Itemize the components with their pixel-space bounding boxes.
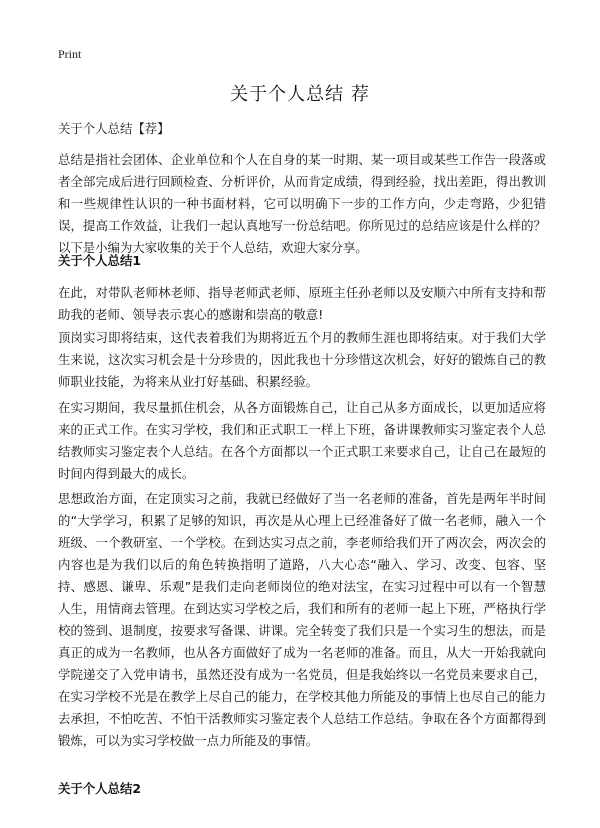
page-title: 关于个人总结 荐	[230, 84, 370, 105]
section-heading-1: 关于个人总结1	[58, 253, 141, 268]
section1-paragraph-3: 在实习期间，我尽量抓住机会，从各方面锻炼自己，让自己从多方面成长，以更加适应将来的正式工作。在实习学校，我们和正式职工一样上下班，备讲课教师实习鉴定表个人总结教师实习鉴定表个人总结。在各个方面都以一个正式职工来要求自己，让自己在最短的时间内得到最大的成长。	[58, 400, 546, 481]
subtitle: 关于个人总结【荐】	[58, 121, 170, 136]
section1-paragraph-1: 在此，对带队老师林老师、指导老师武老师、原班主任孙老师以及安顺六中所有支持和帮助我的老师、领导表示衷心的感谢和崇高的敬意!	[58, 285, 546, 322]
section1-paragraph-2: 顶岗实习即将结束，这代表着我们为期将近五个月的教师生涯也即将结束。对于我们大学生来说，这次实习机会是十分珍贵的，因此我也十分珍惜这次机会，好好的锻炼自己的教师职业技能，为将来从业打好基础、积累经验。	[58, 330, 546, 389]
print-label: Print	[58, 47, 82, 61]
intro-paragraph: 总结是指社会团体、企业单位和个人在自身的某一时期、某一项目或某些工作告一段落或者全部完成后进行回顾检查、分析评价，从而肯定成绩，得到经验，找出差距，得出教训和一些规律性认识的一种书面材料，它可以明确下一步的工作方向，少走弯路，少犯错误，提高工作效益，让我们一起认真地写一份总结吧。你所见过的总结应该是什么样的？以下是小编为大家收集的关于个人总结，欢迎大家分享。	[58, 152, 546, 255]
section-heading-2: 关于个人总结2	[58, 781, 141, 796]
section1-paragraph-4: 思想政治方面，在定顶实习之前，我就已经做好了当一名老师的准备，首先是两年半时间的“大学学习，积累了足够的知识，再次是从心理上已经准备好了做一名老师，融入一个班级、一个教研室、一个学校。在到达实习点之前，李老师给我们开了两次会，两次会的内容也是为我们以后的角色转换指明了道路，八大心态“融入、学习、改变、包容、坚持、感恩、谦卑、乐观”是我们走向老师岗位的绝对法宝，在实习过程中可以有一个智慧人生，用情商去管理。在到达实习学校之后，我们和所有的老师一起上下班，严格执行学校的签到、退制度，按要求写备课、讲课。完全转变了我们只是一个实习生的想法，而是真正的成为一名教师，也从各方面做好了成为一名老师的准备。而且，从大一开始我就向学院递交了入党申请书，虽然还没有成为一名党员，但是我始终以一名党员来要求自己，在实习学校不光是在教学上尽自己的能力，在学校其他力所能及的事情上也尽自己的能力去承担，不怕吃苦、不怕干活教师实习鉴定表个人总结工作总结。争取在各个方面都得到锻炼，可以为实习学校做一点力所能及的事情。	[58, 491, 546, 748]
